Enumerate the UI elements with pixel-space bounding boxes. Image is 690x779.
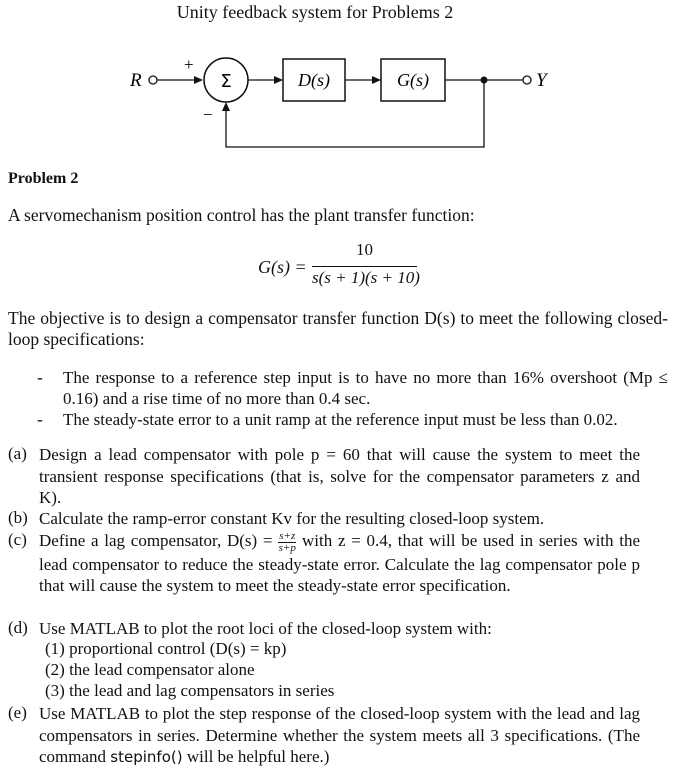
output-terminal bbox=[523, 76, 531, 84]
spec-item-2: The steady-state error to a unit ramp at the reference input must be less than 0.02. bbox=[63, 410, 618, 429]
lag-fraction-numerator: s+z bbox=[279, 529, 296, 542]
feedback-arrowhead bbox=[222, 102, 230, 111]
part-d-sub-item-2: (2) the lead compensator alone bbox=[45, 660, 255, 679]
part-e-text-after: will be helpful here.) bbox=[186, 747, 330, 766]
input-terminal bbox=[149, 76, 157, 84]
equation-numerator: 10 bbox=[356, 240, 373, 259]
input-arrowhead bbox=[194, 76, 203, 84]
part-a-text: Design a lead compensator with pole p = 60 that will cause the system to meet the transient response specifications (that is, solve for the compensator parameters z and K). bbox=[39, 445, 640, 507]
plus-sign: + bbox=[184, 55, 194, 74]
figure-title: Unity feedback system for Problems 2 bbox=[176, 2, 454, 22]
lag-fraction-denominator: s+p bbox=[278, 541, 296, 554]
spec-dash-2: - bbox=[37, 409, 43, 429]
part-a-label: (a) bbox=[8, 444, 27, 463]
part-d-label: (d) bbox=[8, 618, 28, 637]
problem-heading: Problem 2 bbox=[8, 170, 79, 187]
part-d-sub-item-1: (1) proportional control (D(s) = kp) bbox=[45, 639, 287, 658]
plant-label: G(s) bbox=[397, 70, 429, 90]
output-label: Y bbox=[536, 70, 547, 91]
part-b-label: (b) bbox=[8, 508, 28, 527]
part-c-text bbox=[39, 530, 640, 597]
input-label: R bbox=[130, 70, 142, 91]
intro-text: A servomechanism position control has the plant transfer function: bbox=[8, 205, 475, 225]
part-e-label: (e) bbox=[8, 703, 27, 722]
part-c-text-after: with z = 0.4, that will be used in series with the lead compensator to reduce the steady-state error. Calculate the lag compensator pole p that will cause the system to meet the steady-state error specification. bbox=[39, 531, 641, 596]
part-c-label: (c) bbox=[8, 530, 27, 549]
minus-sign: − bbox=[203, 105, 213, 124]
equation-lhs: G(s) = bbox=[258, 257, 307, 277]
part-d-text: Use MATLAB to plot the root loci of the closed-loop system with: bbox=[39, 619, 492, 638]
stepinfo-command: stepinfo() bbox=[110, 748, 183, 766]
block-diagram bbox=[0, 0, 690, 160]
arrowhead-to-controller bbox=[274, 76, 283, 84]
spec-dash-1: - bbox=[37, 367, 43, 387]
part-c-text-before: Define a lag compensator, D(s) = bbox=[39, 531, 273, 550]
part-e-text bbox=[39, 703, 640, 769]
part-b-text: Calculate the ramp-error constant Kv for the resulting closed-loop system. bbox=[39, 509, 545, 528]
objective-text: The objective is to design a compensator transfer function D(s) to meet the following closed-loop specifications: bbox=[8, 308, 668, 349]
controller-label: D(s) bbox=[298, 70, 330, 90]
spec-item-1: The response to a reference step input is to have no more than 16% overshoot (Mp ≤ 0.16) and a rise time of no more than 0.4 sec. bbox=[63, 368, 668, 408]
arrowhead-to-plant bbox=[372, 76, 381, 84]
part-e-text-before: Use MATLAB to plot the step response of the closed-loop system with the lead and lag compensators in series. Determine whether the system meets all 3 specifications. (The command bbox=[39, 704, 640, 766]
part-d-sub-item-3: (3) the lead and lag compensators in series bbox=[45, 681, 335, 700]
lag-compensator-fraction bbox=[278, 531, 296, 554]
equation-denominator: s(s + 1)(s + 10) bbox=[312, 268, 420, 287]
sum-symbol: Σ bbox=[220, 71, 232, 92]
